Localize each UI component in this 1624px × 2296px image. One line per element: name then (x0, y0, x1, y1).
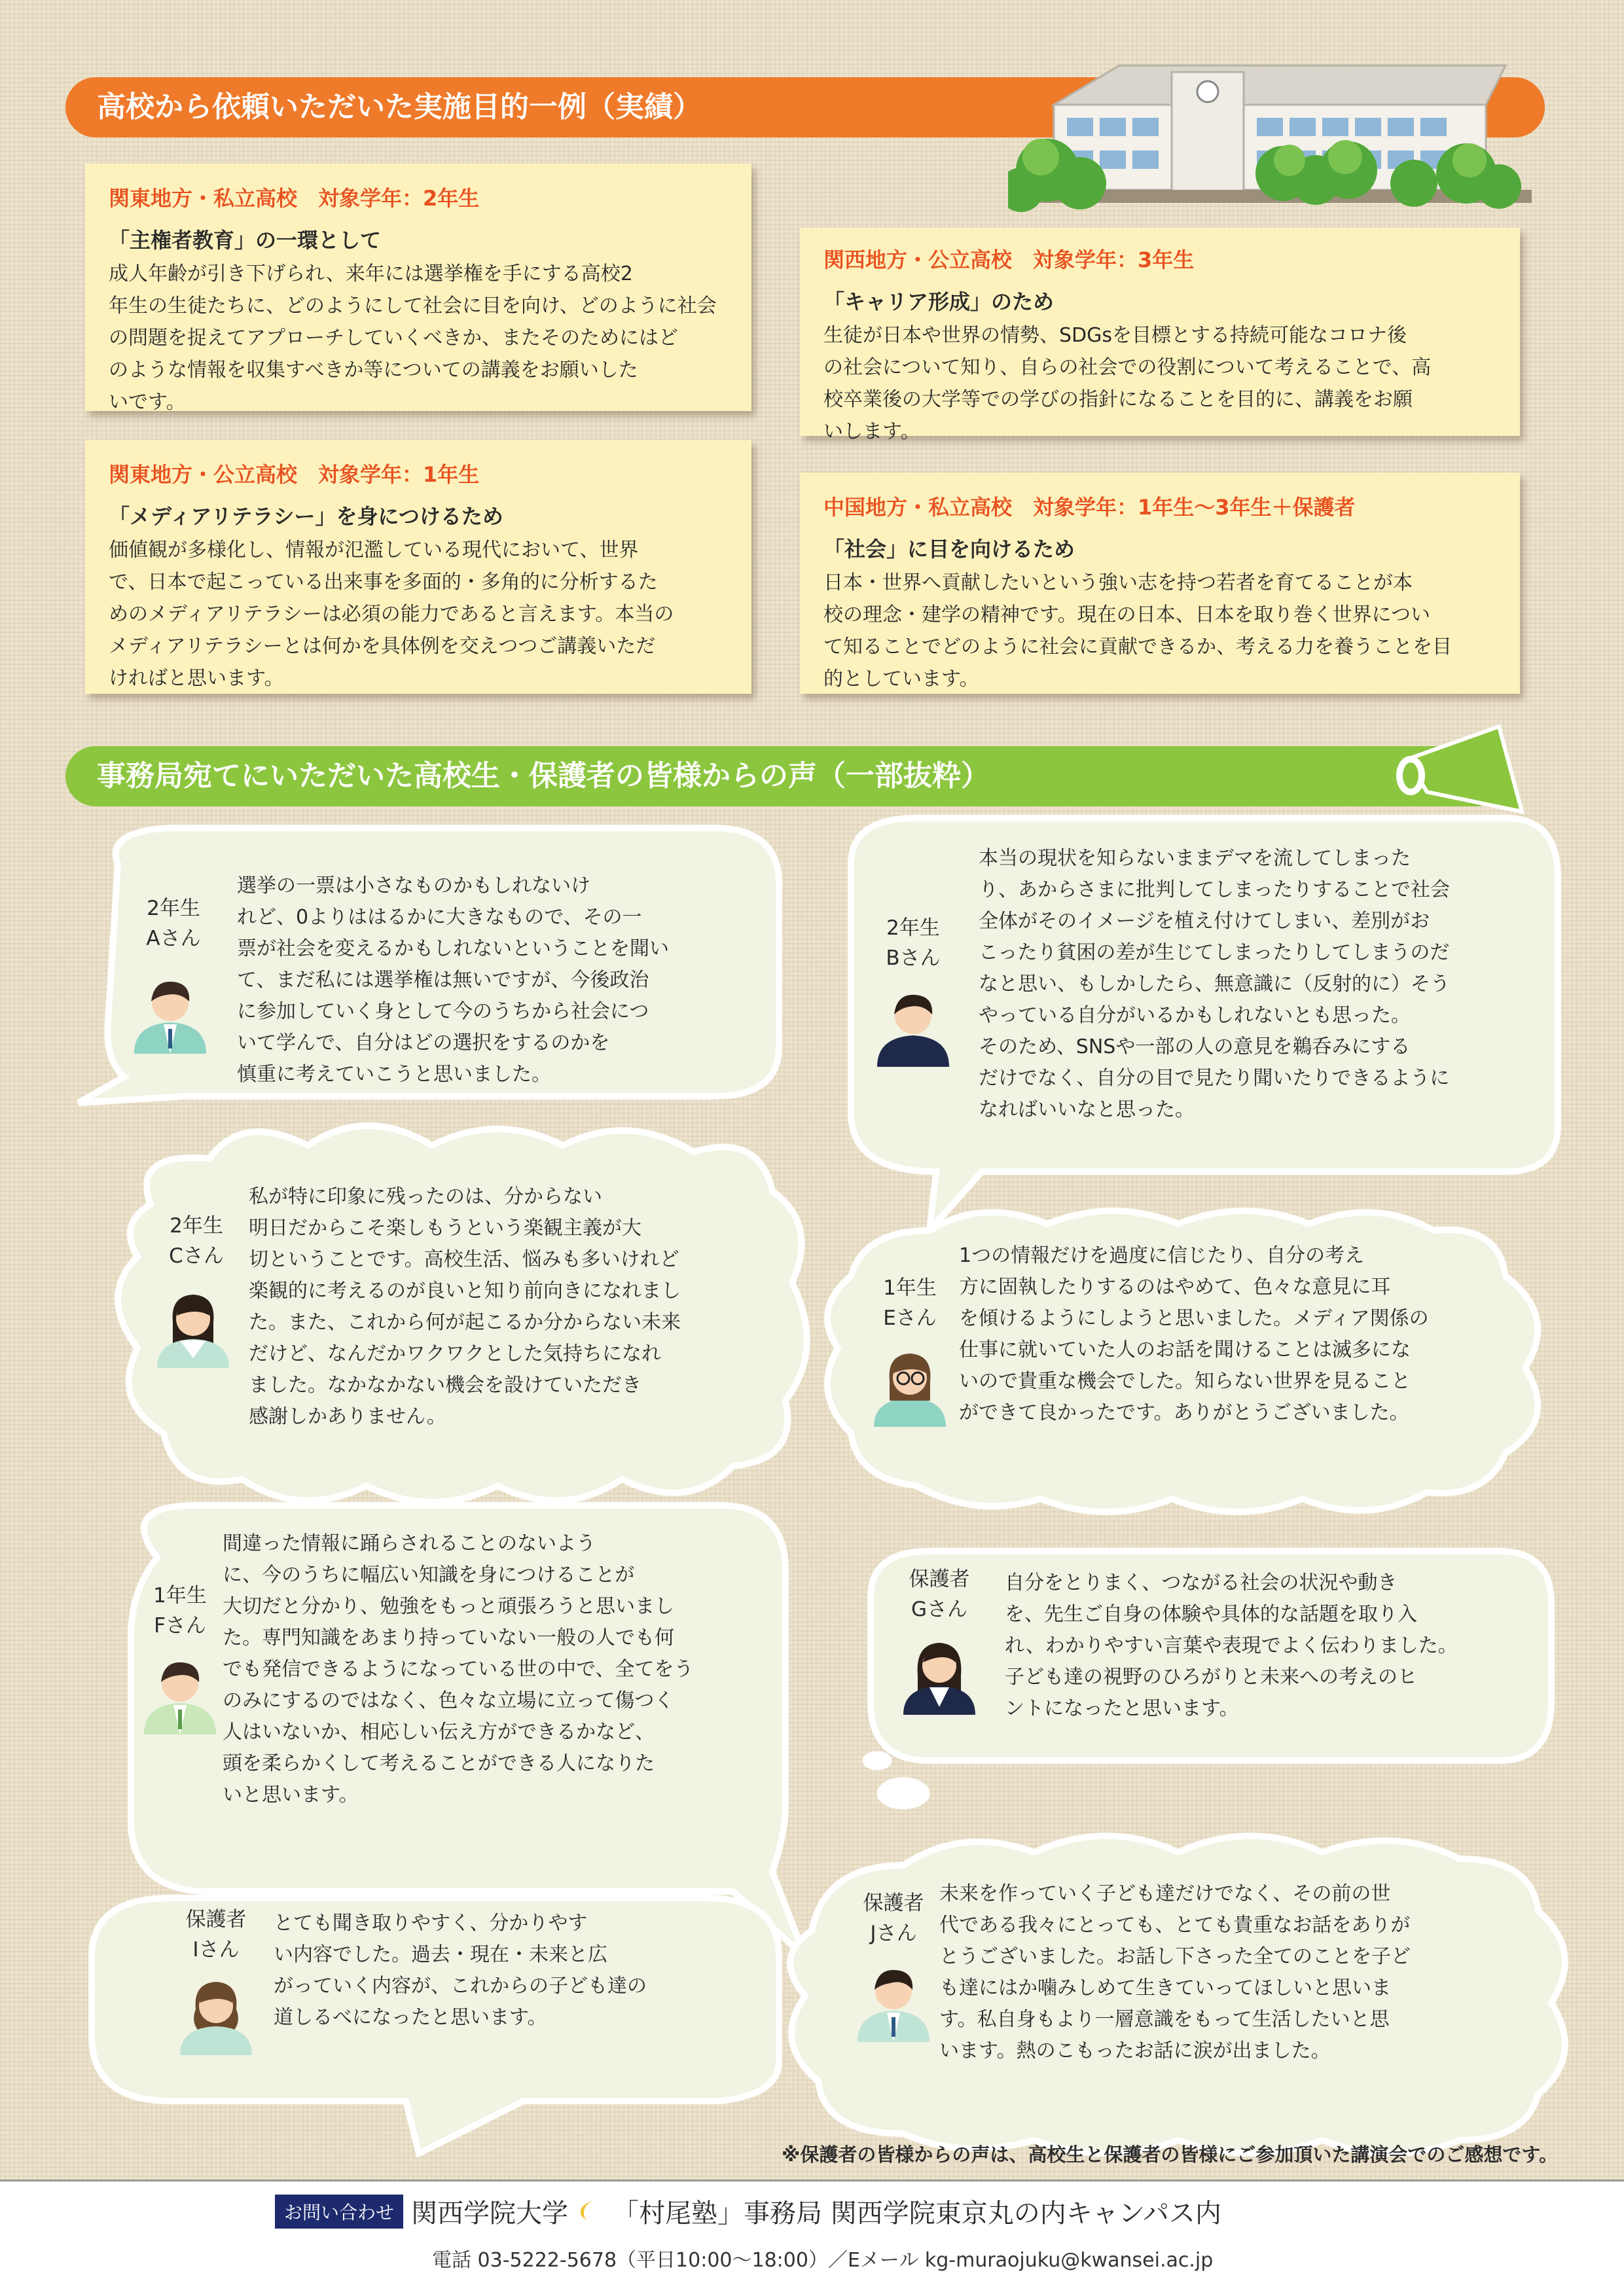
case-tag: 関東地方・公立高校 対象学年：1年生 (109, 462, 480, 487)
voice-b-text: 本当の現状を知らないままデマを流してしまった り、あからさまに批判してしまったりすることで社会 全体がそのイメージを植え付けてしまい、差別がお こったり貧困の差が生じてしまったりしてしまうのだ なと思い、もしかしたら、無意識に（反射的に）そう やっている自分がいるかもしれないとも思った。 そのため、SNSや一部の人の意見を鵜呑みにする だけでなく、自分の目で見たり聞いたりできるように なればいいなと思った。 (979, 847, 1450, 1121)
avatar-student-girl-c (151, 1283, 236, 1368)
avatar-student-boy-f (137, 1649, 223, 1734)
voice-e-label: 1年生 Eさん (883, 1276, 937, 1330)
avatar-student-boy-b (871, 982, 956, 1067)
voice-g-text: 自分をとりまく、つながる社会の状況や動き を、先生ご自身の体験や具体的な話題を取り入 れ、わかりやすい言葉や表現でよく伝わりました。 子ども達の視野のひろがりと未来への考えのヒ ントになったと思います。 (1005, 1571, 1458, 1720)
office-name: 「村尾塾」事務局 関西学院東京丸の内キャンパス内 (613, 2198, 1221, 2229)
case-heading: 「メディアリテラシー」を身につけるため (109, 504, 503, 529)
contact-tag: お問い合わせ (275, 2195, 403, 2229)
case-tag: 中国地方・私立高校 対象学年：1年生～3年生＋保護者 (823, 495, 1356, 520)
voice-a-label: 2年生 Aさん (146, 897, 201, 950)
case-body: 日本・世界へ貢献したいという強い志を持つ若者を育てることが本 校の理念・建学の精神です。現在の日本、日本を取り巻く世界につい て知ることでどのように社会に貢献できるか、考える力を養うことを目 的としています。 (823, 571, 1452, 691)
case-heading: 「社会」に目を向けるため (823, 537, 1075, 562)
voice-f-label: 1年生 Fさん (153, 1584, 207, 1638)
footnote: ※保護者の皆様からの声は、高校生と保護者の皆様にご参加頂いた講演会でのご感想です。 (782, 2144, 1558, 2166)
voice-b-label: 2年生 Bさん (886, 916, 941, 970)
avatar-parent-g (897, 1630, 982, 1715)
section2-title: 事務局宛てにいただいた高校生・保護者の皆様からの声（一部抜粋） (97, 759, 990, 793)
case-tag: 関西地方・公立高校 対象学年：3年生 (823, 247, 1195, 272)
contact-details: 電話 03-5222-5678（平日10:00～18:00）／Eメール kg-muraojuku@kwansei.ac.jp (432, 2249, 1214, 2272)
case-body: 生徒が日本や世界の情勢、SDGsを目標とする持続可能なコロナ後 の社会について知り、自らの社会での役割について考えることで、高 校卒業後の大学等での学びの指針になることを目的に、講義をお願 いします。 (823, 324, 1432, 443)
voice-e-text: 1つの情報だけを過度に信じたり、自分の考え 方に固執したりするのはやめて、色々な意見に耳 を傾けるようにしようと思いました。メディア関係の 仕事に就いていた人のお話を聞けることは滅多にな いので貴重な機会でした。知らない世界を見ること ができて良かったです。ありがとうございました。 (959, 1244, 1429, 1424)
avatar-parent-i (173, 1970, 259, 2055)
voice-f-text: 間違った情報に踊らされることのないよう に、今のうちに幅広い知識を身につけることが 大切だと分かり、勉強をもっと頑張ろうと思いまし た。専門知識をあまり持っていない一般の人でも何 でも発信できるようになっている世の中で、全てをう のみにするのではなく、色々な立場に立って傷つく 人はいないか、相応しい伝え方ができるかなど、 頭を柔らかくして考えることができる人になりた いと思います。 (223, 1532, 694, 1806)
voice-i-label: 保護者 Iさん (185, 1908, 247, 1962)
voice-j-text: 未来を作っていく子ども達だけでなく、その前の世 代である我々にとっても、とても貴重なお話をありが とうございました。お話し下さった全てのことを子ど も達にはか噛みしめて生きていってほしいと思いま す。私自身もより一層意識をもって生活したいと思 います。熱のこもったお話に涙が出ました。 (939, 1882, 1411, 2062)
footer-contact-row (275, 2193, 1221, 2230)
case-heading: 「主権者教育」の一環として (109, 228, 382, 253)
voice-a-text: 選挙の一票は小さなものかもしれないけ れど、0よりははるかに大きなもので、その一 票が社会を変えるかもしれないということを聞い て、まだ私には選挙権は無いですが、今後政治 に参加していく身として今のうちから社会につ いて学んで、自分はどの選択をするのかを 慎重に考えていこうと思いました。 (237, 874, 669, 1086)
org-name: 関西学院大学 (411, 2198, 569, 2229)
avatar-student-boy-a (128, 969, 213, 1054)
voice-j-label: 保護者 Jさん (863, 1892, 924, 1945)
voice-i-text: とても聞き取りやすく、分かりやす い内容でした。過去・現在・未来と広 がっていく内容が、これからの子ども達の 道しるべになったと思います。 (274, 1912, 647, 2029)
avatar-student-girl-e (867, 1342, 952, 1427)
thought-dot (863, 1751, 892, 1770)
moon-logo-icon (576, 2197, 605, 2226)
case-body: 価値観が多様化し、情報が氾濫している現代において、世界 で、日本で起こっている出来事を多面的・多角的に分析するた めのメディアリテラシーは必須の能力であると言えます。本当の メディアリテラシーとは何かを具体例を交えつつご講義いただ ければと思います。 (109, 539, 674, 690)
voice-c-label: 2年生 Cさん (169, 1214, 224, 1268)
case-heading: 「キャリア形成」のため (823, 289, 1055, 314)
case-body: 成人年齢が引き下げられ、来年には選挙権を手にする高校2 年生の生徒たちに、どのようにして社会に目を向け、どのように社会 の問題を捉えてアプローチしていくべきか、またそのためにはど のような情報を収集すべきか等についての講義をお願いした いです。 (109, 262, 717, 414)
voice-c-text: 私が特に印象に残ったのは、分からない 明日だからこそ楽しもうという楽観主義が大 切ということです。高校生活、悩みも多いけれど 楽観的に考えるのが良いと知り前向きになれまし た。また、これから何が起こるか分からない未来 だけど、なんだかワクワクとした気持ちになれ ました。なかなかない機会を設けていただき 感謝しかありません。 (249, 1185, 681, 1428)
voice-g-label: 保護者 Gさん (909, 1568, 970, 1621)
footer-divider (0, 2179, 1624, 2181)
section1-title: 高校から依頼いただいた実施目的一例（実績） (97, 90, 702, 124)
thought-dot (877, 1778, 929, 1809)
avatar-parent-j (851, 1957, 936, 2042)
case-tag: 関東地方・私立高校 対象学年：2年生 (109, 186, 480, 211)
